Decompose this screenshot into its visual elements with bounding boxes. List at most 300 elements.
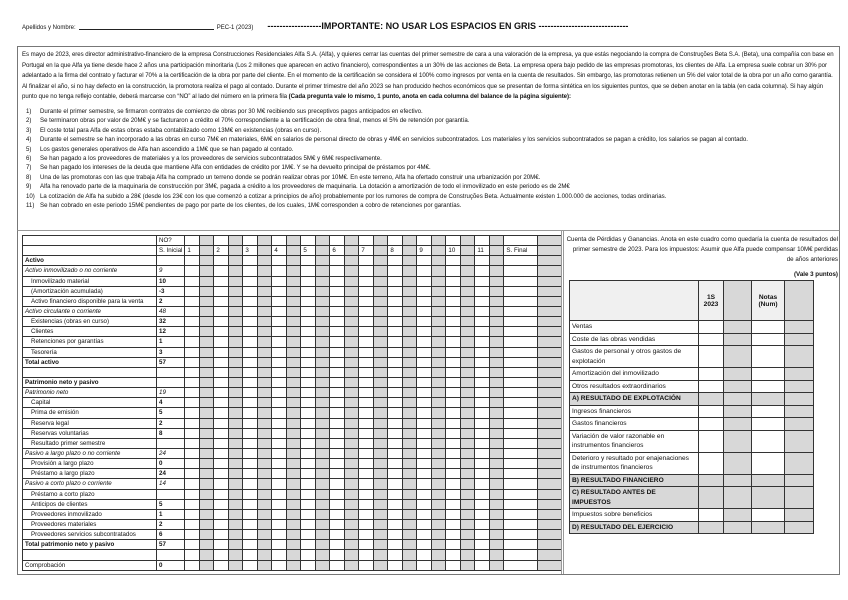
answer-cell[interactable] bbox=[359, 448, 374, 458]
answer-cell[interactable] bbox=[417, 550, 432, 560]
answer-cell[interactable] bbox=[301, 519, 316, 529]
answer-cell[interactable] bbox=[185, 560, 200, 570]
answer-cell[interactable] bbox=[330, 327, 345, 337]
answer-cell[interactable] bbox=[214, 448, 229, 458]
final-value-cell[interactable] bbox=[504, 337, 538, 347]
answer-cell[interactable] bbox=[330, 367, 345, 377]
answer-cell[interactable] bbox=[359, 509, 374, 519]
answer-cell[interactable] bbox=[359, 286, 374, 296]
answer-cell[interactable] bbox=[301, 266, 316, 276]
answer-cell[interactable] bbox=[243, 296, 258, 306]
answer-cell[interactable] bbox=[446, 469, 461, 479]
answer-cell[interactable] bbox=[330, 438, 345, 448]
notes-cell[interactable] bbox=[752, 418, 785, 431]
answer-cell[interactable] bbox=[243, 418, 258, 428]
final-value-cell[interactable] bbox=[504, 489, 538, 499]
answer-cell[interactable] bbox=[475, 479, 490, 489]
period-value-cell[interactable] bbox=[699, 380, 724, 393]
answer-cell[interactable] bbox=[243, 459, 258, 469]
answer-cell[interactable] bbox=[446, 388, 461, 398]
answer-cell[interactable] bbox=[475, 256, 490, 266]
answer-cell[interactable] bbox=[272, 388, 287, 398]
answer-cell[interactable] bbox=[243, 469, 258, 479]
answer-cell[interactable] bbox=[301, 550, 316, 560]
answer-cell[interactable] bbox=[301, 306, 316, 316]
answer-cell[interactable] bbox=[272, 398, 287, 408]
final-value-cell[interactable] bbox=[504, 459, 538, 469]
answer-cell[interactable] bbox=[475, 286, 490, 296]
final-value-cell[interactable] bbox=[504, 530, 538, 540]
no-cell[interactable] bbox=[243, 236, 258, 246]
answer-cell[interactable] bbox=[475, 367, 490, 377]
answer-cell[interactable] bbox=[301, 347, 316, 357]
answer-cell[interactable] bbox=[359, 398, 374, 408]
final-value-cell[interactable] bbox=[504, 306, 538, 316]
answer-cell[interactable] bbox=[243, 448, 258, 458]
answer-cell[interactable] bbox=[330, 408, 345, 418]
answer-cell[interactable] bbox=[417, 540, 432, 550]
answer-cell[interactable] bbox=[475, 327, 490, 337]
answer-cell[interactable] bbox=[475, 489, 490, 499]
answer-cell[interactable] bbox=[475, 540, 490, 550]
no-cell[interactable] bbox=[214, 236, 229, 246]
answer-cell[interactable] bbox=[417, 519, 432, 529]
answer-cell[interactable] bbox=[388, 540, 403, 550]
answer-cell[interactable] bbox=[272, 438, 287, 448]
answer-cell[interactable] bbox=[301, 408, 316, 418]
answer-cell[interactable] bbox=[214, 347, 229, 357]
answer-cell[interactable] bbox=[417, 398, 432, 408]
answer-cell[interactable] bbox=[417, 357, 432, 367]
answer-cell[interactable] bbox=[243, 317, 258, 327]
answer-cell[interactable] bbox=[185, 337, 200, 347]
answer-cell[interactable] bbox=[446, 530, 461, 540]
answer-cell[interactable] bbox=[417, 499, 432, 509]
answer-cell[interactable] bbox=[475, 560, 490, 570]
no-cell[interactable] bbox=[504, 236, 538, 246]
answer-cell[interactable] bbox=[475, 398, 490, 408]
answer-cell[interactable] bbox=[214, 276, 229, 286]
answer-cell[interactable] bbox=[214, 256, 229, 266]
answer-cell[interactable] bbox=[272, 306, 287, 316]
answer-cell[interactable] bbox=[301, 438, 316, 448]
answer-cell[interactable] bbox=[388, 337, 403, 347]
answer-cell[interactable] bbox=[243, 347, 258, 357]
final-value-cell[interactable] bbox=[504, 276, 538, 286]
answer-cell[interactable] bbox=[475, 438, 490, 448]
answer-cell[interactable] bbox=[475, 317, 490, 327]
answer-cell[interactable] bbox=[272, 489, 287, 499]
answer-cell[interactable] bbox=[446, 560, 461, 570]
answer-cell[interactable] bbox=[214, 489, 229, 499]
no-cell[interactable] bbox=[446, 236, 461, 246]
answer-cell[interactable] bbox=[301, 296, 316, 306]
answer-cell[interactable] bbox=[330, 276, 345, 286]
answer-cell[interactable] bbox=[417, 509, 432, 519]
answer-cell[interactable] bbox=[417, 459, 432, 469]
answer-cell[interactable] bbox=[388, 266, 403, 276]
answer-cell[interactable] bbox=[475, 459, 490, 469]
final-value-cell[interactable] bbox=[504, 256, 538, 266]
answer-cell[interactable] bbox=[359, 459, 374, 469]
answer-cell[interactable] bbox=[388, 408, 403, 418]
answer-cell[interactable] bbox=[185, 388, 200, 398]
answer-cell[interactable] bbox=[446, 317, 461, 327]
answer-cell[interactable] bbox=[446, 276, 461, 286]
answer-cell[interactable] bbox=[301, 499, 316, 509]
answer-cell[interactable] bbox=[272, 418, 287, 428]
answer-cell[interactable] bbox=[446, 540, 461, 550]
answer-cell[interactable] bbox=[214, 540, 229, 550]
answer-cell[interactable] bbox=[330, 469, 345, 479]
answer-cell[interactable] bbox=[417, 408, 432, 418]
answer-cell[interactable] bbox=[475, 296, 490, 306]
answer-cell[interactable] bbox=[388, 286, 403, 296]
answer-cell[interactable] bbox=[417, 367, 432, 377]
answer-cell[interactable] bbox=[417, 479, 432, 489]
answer-cell[interactable] bbox=[359, 550, 374, 560]
final-value-cell[interactable] bbox=[504, 388, 538, 398]
answer-cell[interactable] bbox=[446, 550, 461, 560]
answer-cell[interactable] bbox=[243, 398, 258, 408]
answer-cell[interactable] bbox=[330, 286, 345, 296]
answer-cell[interactable] bbox=[417, 560, 432, 570]
answer-cell[interactable] bbox=[475, 357, 490, 367]
answer-cell[interactable] bbox=[388, 347, 403, 357]
answer-cell[interactable] bbox=[243, 337, 258, 347]
answer-cell[interactable] bbox=[243, 479, 258, 489]
answer-cell[interactable] bbox=[301, 418, 316, 428]
final-value-cell[interactable] bbox=[504, 317, 538, 327]
answer-cell[interactable] bbox=[272, 469, 287, 479]
answer-cell[interactable] bbox=[272, 459, 287, 469]
answer-cell[interactable] bbox=[359, 438, 374, 448]
answer-cell[interactable] bbox=[185, 296, 200, 306]
answer-cell[interactable] bbox=[359, 317, 374, 327]
final-value-cell[interactable] bbox=[504, 286, 538, 296]
answer-cell[interactable] bbox=[417, 276, 432, 286]
answer-cell[interactable] bbox=[272, 560, 287, 570]
answer-cell[interactable] bbox=[330, 296, 345, 306]
answer-cell[interactable] bbox=[417, 448, 432, 458]
answer-cell[interactable] bbox=[272, 377, 287, 387]
answer-cell[interactable] bbox=[388, 499, 403, 509]
answer-cell[interactable] bbox=[330, 509, 345, 519]
final-value-cell[interactable] bbox=[504, 357, 538, 367]
name-field[interactable] bbox=[79, 24, 214, 30]
answer-cell[interactable] bbox=[185, 317, 200, 327]
answer-cell[interactable] bbox=[301, 489, 316, 499]
answer-cell[interactable] bbox=[446, 266, 461, 276]
answer-cell[interactable] bbox=[359, 256, 374, 266]
notes-cell[interactable] bbox=[752, 405, 785, 418]
answer-cell[interactable] bbox=[185, 418, 200, 428]
final-value-cell[interactable] bbox=[504, 499, 538, 509]
period-value-cell[interactable] bbox=[699, 405, 724, 418]
answer-cell[interactable] bbox=[301, 357, 316, 367]
answer-cell[interactable] bbox=[214, 317, 229, 327]
answer-cell[interactable] bbox=[214, 337, 229, 347]
answer-cell[interactable] bbox=[243, 560, 258, 570]
answer-cell[interactable] bbox=[330, 337, 345, 347]
answer-cell[interactable] bbox=[185, 459, 200, 469]
notes-cell[interactable] bbox=[752, 380, 785, 393]
answer-cell[interactable] bbox=[272, 347, 287, 357]
answer-cell[interactable] bbox=[185, 428, 200, 438]
answer-cell[interactable] bbox=[301, 428, 316, 438]
answer-cell[interactable] bbox=[388, 276, 403, 286]
answer-cell[interactable] bbox=[330, 560, 345, 570]
answer-cell[interactable] bbox=[330, 499, 345, 509]
no-cell[interactable] bbox=[388, 236, 403, 246]
answer-cell[interactable] bbox=[301, 286, 316, 296]
answer-cell[interactable] bbox=[272, 256, 287, 266]
answer-cell[interactable] bbox=[272, 550, 287, 560]
final-value-cell[interactable] bbox=[504, 469, 538, 479]
answer-cell[interactable] bbox=[359, 388, 374, 398]
answer-cell[interactable] bbox=[243, 499, 258, 509]
answer-cell[interactable] bbox=[475, 266, 490, 276]
answer-cell[interactable] bbox=[330, 530, 345, 540]
answer-cell[interactable] bbox=[272, 499, 287, 509]
answer-cell[interactable] bbox=[359, 499, 374, 509]
answer-cell[interactable] bbox=[446, 519, 461, 529]
answer-cell[interactable] bbox=[330, 377, 345, 387]
answer-cell[interactable] bbox=[272, 540, 287, 550]
answer-cell[interactable] bbox=[359, 347, 374, 357]
answer-cell[interactable] bbox=[272, 448, 287, 458]
period-value-cell[interactable] bbox=[699, 321, 724, 334]
answer-cell[interactable] bbox=[388, 550, 403, 560]
answer-cell[interactable] bbox=[330, 448, 345, 458]
answer-cell[interactable] bbox=[475, 428, 490, 438]
final-value-cell[interactable] bbox=[504, 448, 538, 458]
answer-cell[interactable] bbox=[417, 266, 432, 276]
final-value-cell[interactable] bbox=[504, 377, 538, 387]
period-value-cell[interactable] bbox=[699, 418, 724, 431]
answer-cell[interactable] bbox=[359, 357, 374, 367]
answer-cell[interactable] bbox=[388, 317, 403, 327]
answer-cell[interactable] bbox=[417, 469, 432, 479]
answer-cell[interactable] bbox=[185, 489, 200, 499]
answer-cell[interactable] bbox=[330, 418, 345, 428]
answer-cell[interactable] bbox=[388, 327, 403, 337]
answer-cell[interactable] bbox=[185, 438, 200, 448]
answer-cell[interactable] bbox=[301, 469, 316, 479]
answer-cell[interactable] bbox=[359, 469, 374, 479]
answer-cell[interactable] bbox=[301, 479, 316, 489]
answer-cell[interactable] bbox=[330, 317, 345, 327]
final-value-cell[interactable] bbox=[504, 550, 538, 560]
answer-cell[interactable] bbox=[446, 256, 461, 266]
answer-cell[interactable] bbox=[185, 286, 200, 296]
answer-cell[interactable] bbox=[475, 388, 490, 398]
answer-cell[interactable] bbox=[301, 448, 316, 458]
answer-cell[interactable] bbox=[301, 337, 316, 347]
answer-cell[interactable] bbox=[214, 469, 229, 479]
answer-cell[interactable] bbox=[214, 560, 229, 570]
answer-cell[interactable] bbox=[417, 418, 432, 428]
answer-cell[interactable] bbox=[359, 377, 374, 387]
answer-cell[interactable] bbox=[417, 377, 432, 387]
answer-cell[interactable] bbox=[272, 367, 287, 377]
notes-cell[interactable] bbox=[752, 321, 785, 334]
answer-cell[interactable] bbox=[185, 266, 200, 276]
answer-cell[interactable] bbox=[330, 550, 345, 560]
final-value-cell[interactable] bbox=[504, 540, 538, 550]
answer-cell[interactable] bbox=[388, 519, 403, 529]
final-value-cell[interactable] bbox=[504, 347, 538, 357]
answer-cell[interactable] bbox=[359, 337, 374, 347]
answer-cell[interactable] bbox=[214, 438, 229, 448]
answer-cell[interactable] bbox=[330, 489, 345, 499]
answer-cell[interactable] bbox=[214, 296, 229, 306]
no-cell[interactable] bbox=[359, 236, 374, 246]
final-value-cell[interactable] bbox=[504, 509, 538, 519]
answer-cell[interactable] bbox=[272, 519, 287, 529]
answer-cell[interactable] bbox=[243, 276, 258, 286]
answer-cell[interactable] bbox=[301, 377, 316, 387]
answer-cell[interactable] bbox=[446, 499, 461, 509]
answer-cell[interactable] bbox=[330, 347, 345, 357]
answer-cell[interactable] bbox=[388, 367, 403, 377]
answer-cell[interactable] bbox=[272, 479, 287, 489]
answer-cell[interactable] bbox=[301, 276, 316, 286]
answer-cell[interactable] bbox=[359, 418, 374, 428]
answer-cell[interactable] bbox=[185, 398, 200, 408]
answer-cell[interactable] bbox=[272, 408, 287, 418]
answer-cell[interactable] bbox=[417, 296, 432, 306]
final-value-cell[interactable] bbox=[504, 367, 538, 377]
answer-cell[interactable] bbox=[272, 266, 287, 276]
answer-cell[interactable] bbox=[388, 428, 403, 438]
answer-cell[interactable] bbox=[417, 428, 432, 438]
answer-cell[interactable] bbox=[417, 317, 432, 327]
answer-cell[interactable] bbox=[243, 256, 258, 266]
answer-cell[interactable] bbox=[388, 438, 403, 448]
answer-cell[interactable] bbox=[301, 459, 316, 469]
answer-cell[interactable] bbox=[272, 357, 287, 367]
answer-cell[interactable] bbox=[417, 438, 432, 448]
answer-cell[interactable] bbox=[272, 337, 287, 347]
final-value-cell[interactable] bbox=[504, 479, 538, 489]
answer-cell[interactable] bbox=[243, 438, 258, 448]
answer-cell[interactable] bbox=[446, 337, 461, 347]
answer-cell[interactable] bbox=[214, 509, 229, 519]
final-value-cell[interactable] bbox=[504, 398, 538, 408]
answer-cell[interactable] bbox=[388, 306, 403, 316]
period-value-cell[interactable] bbox=[699, 430, 724, 452]
answer-cell[interactable] bbox=[446, 438, 461, 448]
answer-cell[interactable] bbox=[214, 357, 229, 367]
answer-cell[interactable] bbox=[185, 540, 200, 550]
final-value-cell[interactable] bbox=[504, 418, 538, 428]
answer-cell[interactable] bbox=[272, 509, 287, 519]
answer-cell[interactable] bbox=[243, 408, 258, 418]
answer-cell[interactable] bbox=[272, 530, 287, 540]
answer-cell[interactable] bbox=[330, 428, 345, 438]
answer-cell[interactable] bbox=[185, 519, 200, 529]
answer-cell[interactable] bbox=[388, 489, 403, 499]
answer-cell[interactable] bbox=[446, 327, 461, 337]
answer-cell[interactable] bbox=[330, 398, 345, 408]
answer-cell[interactable] bbox=[185, 327, 200, 337]
answer-cell[interactable] bbox=[388, 388, 403, 398]
answer-cell[interactable] bbox=[446, 418, 461, 428]
answer-cell[interactable] bbox=[359, 327, 374, 337]
period-value-cell[interactable] bbox=[699, 509, 724, 522]
answer-cell[interactable] bbox=[185, 408, 200, 418]
answer-cell[interactable] bbox=[475, 276, 490, 286]
answer-cell[interactable] bbox=[214, 499, 229, 509]
final-value-cell[interactable] bbox=[504, 296, 538, 306]
answer-cell[interactable] bbox=[475, 377, 490, 387]
notes-cell[interactable] bbox=[752, 430, 785, 452]
answer-cell[interactable] bbox=[388, 459, 403, 469]
answer-cell[interactable] bbox=[359, 408, 374, 418]
answer-cell[interactable] bbox=[388, 479, 403, 489]
answer-cell[interactable] bbox=[388, 398, 403, 408]
final-value-cell[interactable] bbox=[504, 327, 538, 337]
answer-cell[interactable] bbox=[359, 296, 374, 306]
final-value-cell[interactable] bbox=[504, 560, 538, 570]
answer-cell[interactable] bbox=[243, 357, 258, 367]
answer-cell[interactable] bbox=[214, 479, 229, 489]
answer-cell[interactable] bbox=[214, 327, 229, 337]
answer-cell[interactable] bbox=[301, 256, 316, 266]
answer-cell[interactable] bbox=[301, 560, 316, 570]
answer-cell[interactable] bbox=[214, 550, 229, 560]
answer-cell[interactable] bbox=[301, 398, 316, 408]
answer-cell[interactable] bbox=[359, 367, 374, 377]
answer-cell[interactable] bbox=[417, 530, 432, 540]
answer-cell[interactable] bbox=[388, 418, 403, 428]
answer-cell[interactable] bbox=[243, 509, 258, 519]
answer-cell[interactable] bbox=[388, 530, 403, 540]
answer-cell[interactable] bbox=[475, 530, 490, 540]
answer-cell[interactable] bbox=[272, 296, 287, 306]
answer-cell[interactable] bbox=[214, 377, 229, 387]
answer-cell[interactable] bbox=[185, 550, 200, 560]
answer-cell[interactable] bbox=[446, 377, 461, 387]
answer-cell[interactable] bbox=[185, 357, 200, 367]
answer-cell[interactable] bbox=[359, 428, 374, 438]
answer-cell[interactable] bbox=[388, 296, 403, 306]
answer-cell[interactable] bbox=[185, 509, 200, 519]
answer-cell[interactable] bbox=[214, 459, 229, 469]
notes-cell[interactable] bbox=[752, 509, 785, 522]
answer-cell[interactable] bbox=[359, 479, 374, 489]
answer-cell[interactable] bbox=[330, 266, 345, 276]
answer-cell[interactable] bbox=[185, 306, 200, 316]
answer-cell[interactable] bbox=[330, 357, 345, 367]
answer-cell[interactable] bbox=[417, 286, 432, 296]
answer-cell[interactable] bbox=[446, 448, 461, 458]
answer-cell[interactable] bbox=[446, 408, 461, 418]
answer-cell[interactable] bbox=[475, 519, 490, 529]
answer-cell[interactable] bbox=[388, 509, 403, 519]
answer-cell[interactable] bbox=[185, 479, 200, 489]
answer-cell[interactable] bbox=[301, 388, 316, 398]
answer-cell[interactable] bbox=[185, 377, 200, 387]
answer-cell[interactable] bbox=[446, 509, 461, 519]
answer-cell[interactable] bbox=[417, 337, 432, 347]
answer-cell[interactable] bbox=[446, 367, 461, 377]
answer-cell[interactable] bbox=[214, 388, 229, 398]
answer-cell[interactable] bbox=[214, 306, 229, 316]
answer-cell[interactable] bbox=[243, 377, 258, 387]
answer-cell[interactable] bbox=[359, 530, 374, 540]
